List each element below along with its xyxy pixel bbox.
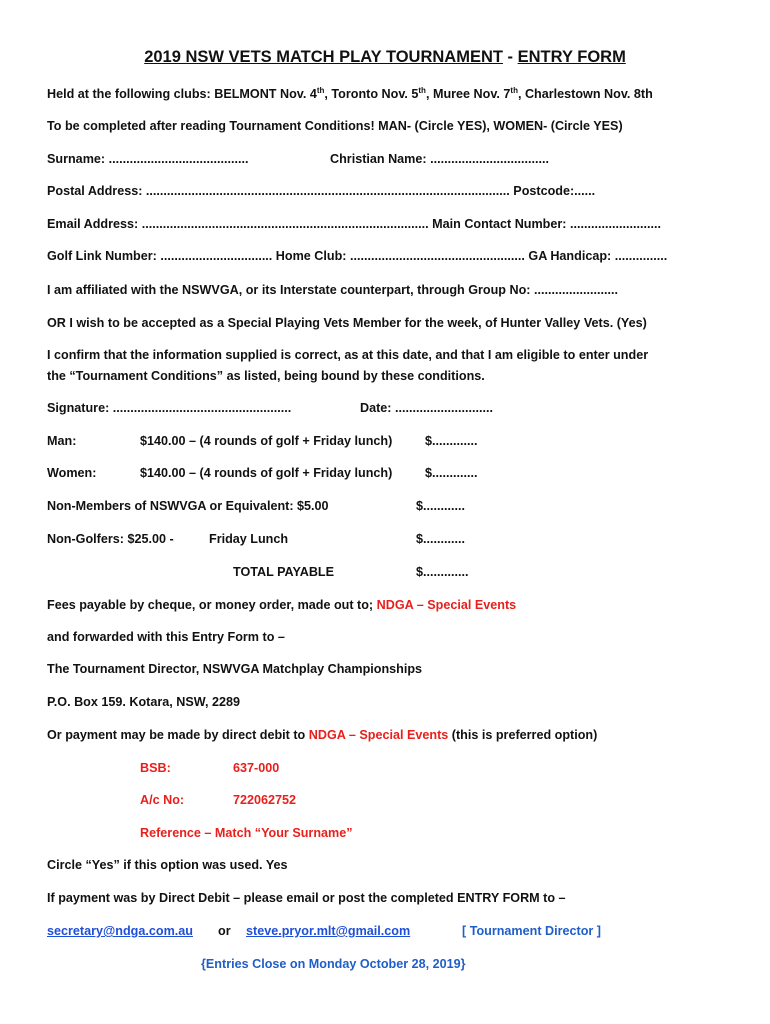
debit-text: Or payment may be made by direct debit to <box>47 728 309 742</box>
surname-field[interactable]: Surname: ........................................ <box>47 152 249 166</box>
debit-payee-name: NDGA – Special Events <box>308 728 449 742</box>
payee-name: NDGA – Special Events <box>376 598 517 612</box>
fee-nongolfer-label: Non-Golfers: $25.00 - <box>47 532 174 546</box>
instructions: To be completed after reading Tournament Conditions! MAN- (Circle YES), WOMEN- (Circle YES) <box>47 119 623 133</box>
clubs-sup-3: th <box>510 85 518 95</box>
or-text: or <box>218 924 231 938</box>
clubs-text-3: , Muree Nov. 7 <box>425 87 511 101</box>
clubs-line <box>47 86 653 102</box>
cheque-text: Fees payable by cheque, or money order, made out to; <box>47 598 377 612</box>
director-email-link[interactable]: steve.pryor.mlt@gmail.com <box>246 924 411 938</box>
bsb-label: BSB: <box>140 761 171 775</box>
account-label: A/c No: <box>140 793 185 807</box>
total-payable-label: TOTAL PAYABLE <box>233 565 335 579</box>
fee-women-desc: $140.00 – (4 rounds of golf + Friday lunch) <box>140 466 393 480</box>
title-main: 2019 NSW VETS MATCH PLAY TOURNAMENT <box>144 48 503 66</box>
bsb-value: 637-000 <box>233 761 280 775</box>
clubs-text: Held at the following clubs: BELMONT Nov. 4 <box>47 87 317 101</box>
fee-nongolfer-amount[interactable]: $............ <box>416 532 465 546</box>
fee-man-label: Man: <box>47 434 77 448</box>
clubs-text-4: , Charlestown Nov. 8th <box>517 87 653 101</box>
golf-link-field[interactable]: Golf Link Number: ................................ Home Club: .................................................. GA Handicap: ............... <box>47 249 668 263</box>
director-line: The Tournament Director, NSWVGA Matchplay Championships <box>47 662 423 676</box>
signature-field[interactable]: Signature: ................................................... <box>47 401 292 415</box>
fee-women-label: Women: <box>47 466 97 480</box>
confirm-line-2: the “Tournament Conditions” as listed, being bound by these conditions. <box>47 369 485 383</box>
fee-women-amount[interactable]: $............. <box>425 466 478 480</box>
date-field[interactable]: Date: ............................ <box>360 401 493 415</box>
fee-nongolfer-desc: Friday Lunch <box>209 532 289 546</box>
email-contact-field[interactable]: Email Address: .................................................................................. Main Contact Number: .......................... <box>47 217 661 231</box>
fee-nonmember-amount[interactable]: $............ <box>416 499 465 513</box>
christian-name-field[interactable]: Christian Name: .................................. <box>330 152 550 166</box>
direct-debit-line <box>47 727 597 743</box>
account-value: 722062752 <box>233 793 297 807</box>
affiliation-field[interactable]: I am affiliated with the NSWVGA, or its Interstate counterpart, through Group No: ........................ <box>47 283 618 297</box>
tournament-director-label: [ Tournament Director ] <box>462 924 602 938</box>
clubs-sup-1: th <box>316 85 325 95</box>
clubs-text-2: , Toronto Nov. 5 <box>324 87 419 101</box>
entries-close-notice: {Entries Close on Monday October 28, 2019} <box>201 957 466 971</box>
total-payable-amount[interactable]: $............. <box>416 565 469 579</box>
postal-address-field[interactable]: Postal Address: ........................................................................................................ Postcode:...... <box>47 184 596 198</box>
secretary-email-link[interactable]: secretary@ndga.com.au <box>47 924 193 938</box>
title-separator: - <box>502 48 518 66</box>
form-title <box>0 47 770 67</box>
confirm-line-1: I confirm that the information supplied is correct, as at this date, and that I am eligible to enter under <box>47 348 649 362</box>
fee-man-desc: $140.00 – (4 rounds of golf + Friday lunch) <box>140 434 393 448</box>
clubs-sup-2: th <box>418 85 426 95</box>
circle-yes-line: Circle “Yes” if this option was used. Yes <box>47 858 288 872</box>
po-box-line: P.O. Box 159. Kotara, NSW, 2289 <box>47 695 240 709</box>
cheque-line <box>47 597 516 613</box>
special-member-line: OR I wish to be accepted as a Special Playing Vets Member for the week, of Hunter Valley Vets. (Yes) <box>47 316 647 330</box>
if-debit-line: If payment was by Direct Debit – please email or post the completed ENTRY FORM to – <box>47 891 566 905</box>
reference-line: Reference – Match “Your Surname” <box>140 826 353 840</box>
debit-suffix: (this is preferred option) <box>448 728 598 742</box>
title-entry-form: ENTRY FORM <box>517 48 626 66</box>
forwarded-line: and forwarded with this Entry Form to – <box>47 630 285 644</box>
fee-nonmember-label: Non-Members of NSWVGA or Equivalent: $5.00 <box>47 499 329 513</box>
fee-man-amount[interactable]: $............. <box>425 434 478 448</box>
